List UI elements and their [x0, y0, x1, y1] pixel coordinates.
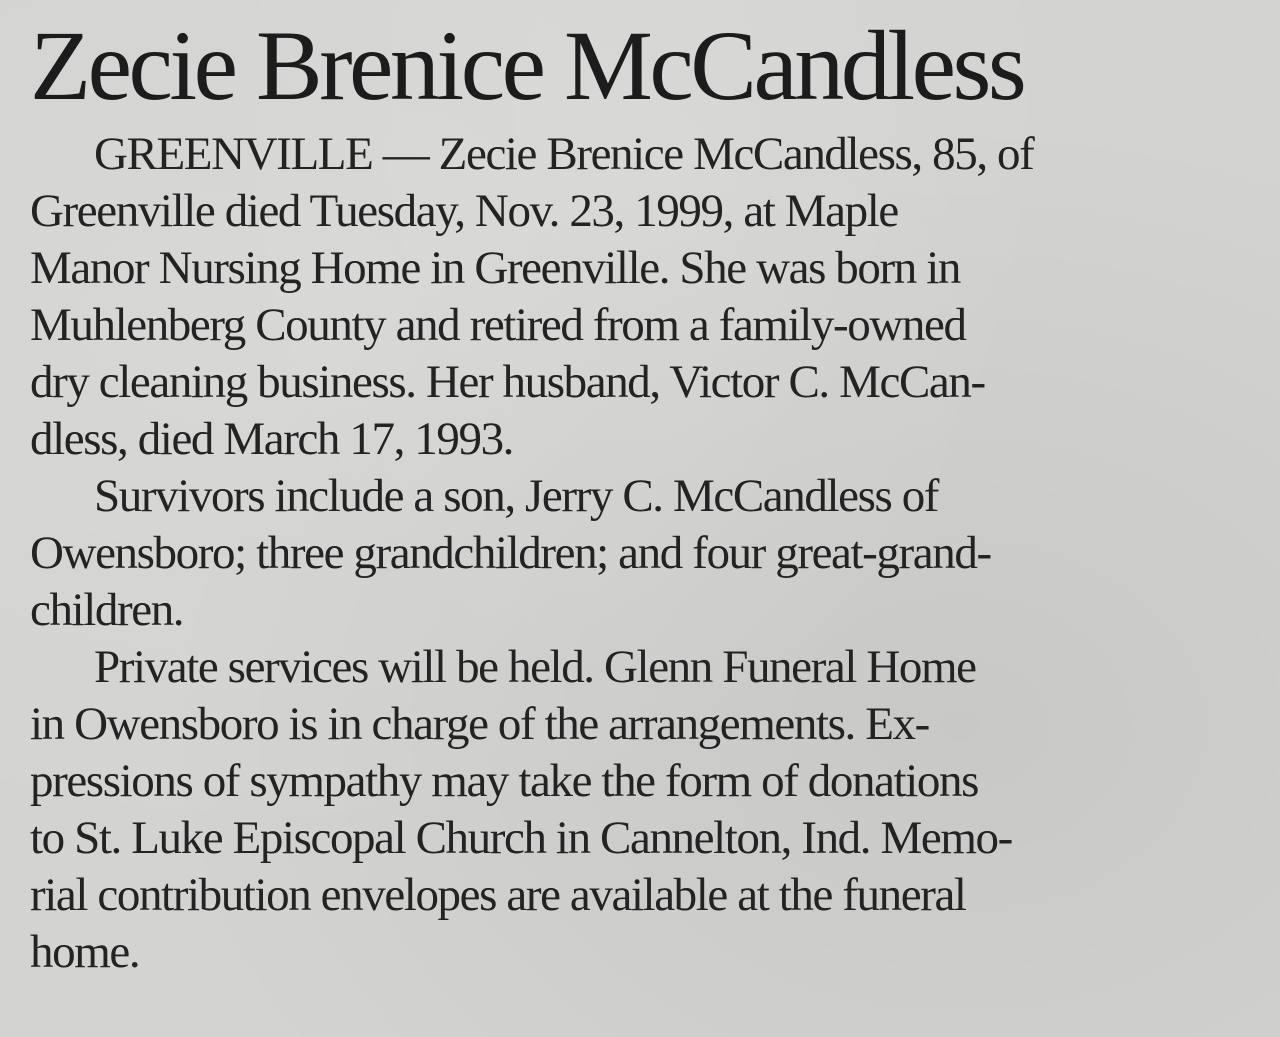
text-line: dry cleaning business. Her husband, Victor C. McCan- — [30, 356, 985, 408]
text-line: Owensboro; three grandchildren; and four great-grand- — [30, 527, 991, 579]
text-line: Survivors include a son, Jerry C. McCandless of — [94, 470, 939, 522]
text-line: Private services will be held. Glenn Funeral Home — [94, 641, 976, 693]
text-line: rial contribution envelopes are available at the funeral — [30, 869, 966, 921]
obituary-body — [30, 126, 1255, 981]
text-line: Manor Nursing Home in Greenville. She was born in — [30, 242, 960, 294]
text-line: Greenville died Tuesday, Nov. 23, 1999, at Maple — [30, 185, 898, 237]
text-line: home. — [30, 926, 140, 978]
obituary-paragraph-2 — [30, 468, 1255, 639]
obituary-article — [30, 6, 1255, 981]
text-line: in Owensboro is in charge of the arrangements. Ex- — [30, 698, 929, 750]
text-line: pressions of sympathy may take the form of donations — [30, 755, 978, 807]
text-line: children. — [30, 584, 184, 636]
text-line: GREENVILLE — Zecie Brenice McCandless, 85, of — [94, 128, 1034, 180]
text-line: dless, died March 17, 1993. — [30, 413, 514, 465]
obituary-paragraph-3 — [30, 639, 1255, 981]
obituary-paragraph-1 — [30, 126, 1255, 468]
obituary-headline: Zecie Brenice McCandless — [30, 10, 1024, 121]
text-line: to St. Luke Episcopal Church in Cannelton, Ind. Memo- — [30, 812, 1012, 864]
text-line: Muhlenberg County and retired from a family-owned — [30, 299, 966, 351]
